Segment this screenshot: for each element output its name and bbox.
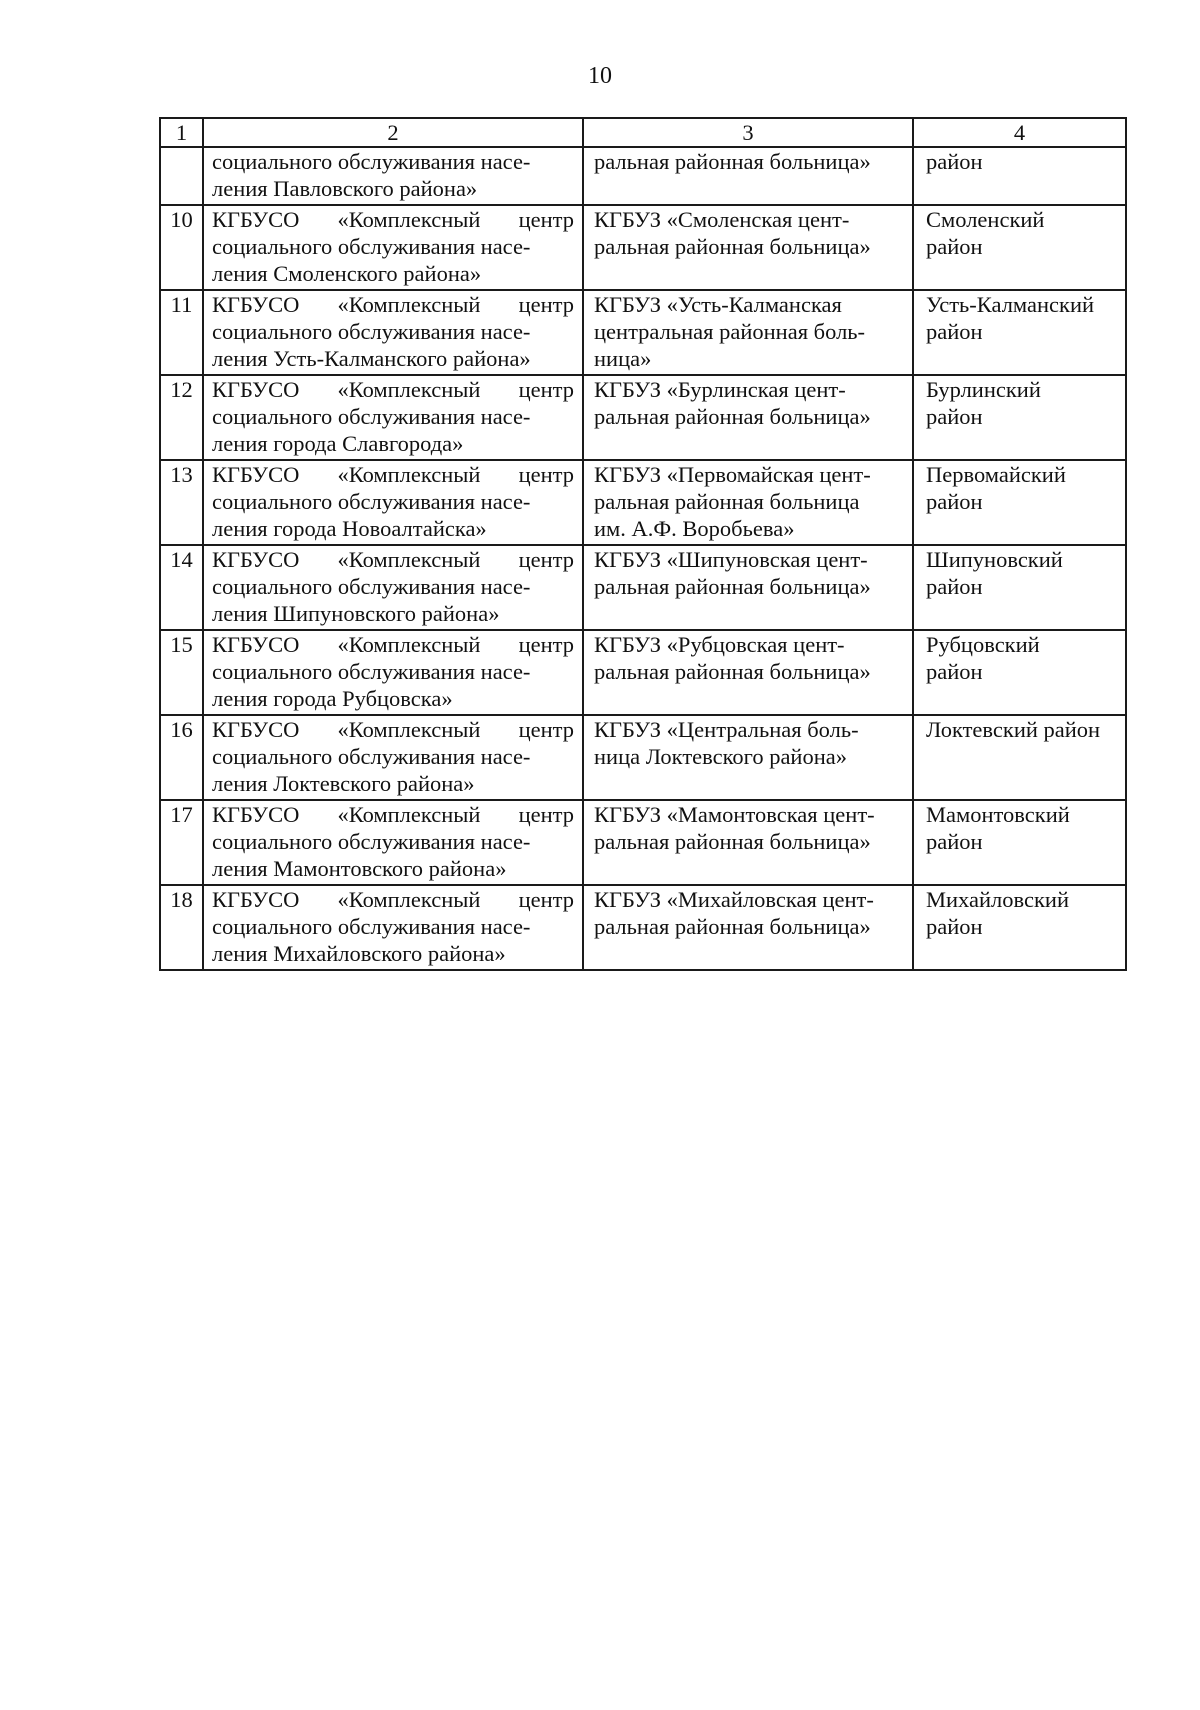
row-number: 10 [160, 205, 203, 290]
table-row [160, 147, 1126, 205]
hospital [583, 630, 913, 715]
social-service-center-text: КГБУСО «Комплексный центр социального обслуживания насе- ления Мамонтовского района» [212, 802, 574, 881]
district-text: район [926, 149, 983, 174]
hospital-text: ральная районная больница» [594, 149, 871, 174]
table-row [160, 205, 1126, 290]
social-service-center-text: КГБУСО «Комплексный центр социального обслуживания насе- ления Смоленского района» [212, 207, 574, 286]
district-text: Шипуновский район [926, 547, 1063, 599]
row-number: 15 [160, 630, 203, 715]
hospital [583, 147, 913, 205]
column-header-2: 2 [203, 118, 583, 147]
district [913, 885, 1126, 970]
hospital [583, 800, 913, 885]
district-text: Усть-Калманский район [926, 292, 1095, 344]
social-service-center-text: КГБУСО «Комплексный центр социального обслуживания насе- ления города Рубцовска» [212, 632, 574, 711]
social-service-center-text: КГБУСО «Комплексный центр социального обслуживания насе- ления Михайловского района» [212, 887, 574, 966]
hospital-text: КГБУЗ «Шипуновская цент- ральная районная больница» [594, 547, 871, 599]
table-header-row [160, 118, 1126, 147]
social-service-center-text: КГБУСО «Комплексный центр социального обслуживания насе- ления Шипуновского района» [212, 547, 574, 626]
hospital-text: КГБУЗ «Смоленская цент- ральная районная больница» [594, 207, 871, 259]
district-text: Первомайский район [926, 462, 1066, 514]
table-row [160, 375, 1126, 460]
district [913, 630, 1126, 715]
social-service-center [203, 290, 583, 375]
hospital-text: КГБУЗ «Первомайская цент- ральная районная больница им. А.Ф. Воробьева» [594, 462, 871, 541]
row-number: 13 [160, 460, 203, 545]
page-number: 10 [588, 63, 612, 89]
district [913, 205, 1126, 290]
hospital [583, 205, 913, 290]
district-text: Рубцовский район [926, 632, 1040, 684]
table-row [160, 460, 1126, 545]
social-service-center [203, 375, 583, 460]
column-header-4: 4 [913, 118, 1126, 147]
row-number: 16 [160, 715, 203, 800]
district-text: Мамонтовский район [926, 802, 1070, 854]
district [913, 545, 1126, 630]
district [913, 147, 1126, 205]
hospital-text: КГБУЗ «Михайловская цент- ральная районная больница» [594, 887, 874, 939]
table-row [160, 290, 1126, 375]
row-number [160, 147, 203, 205]
row-number: 17 [160, 800, 203, 885]
social-service-center [203, 545, 583, 630]
hospital-text: КГБУЗ «Центральная боль- ница Локтевского района» [594, 717, 859, 769]
district [913, 290, 1126, 375]
hospital-text: КГБУЗ «Бурлинская цент- ральная районная больница» [594, 377, 871, 429]
table-row [160, 800, 1126, 885]
hospital [583, 290, 913, 375]
district [913, 375, 1126, 460]
district [913, 460, 1126, 545]
row-number: 14 [160, 545, 203, 630]
district [913, 715, 1126, 800]
column-header-1: 1 [160, 118, 203, 147]
social-service-center [203, 460, 583, 545]
social-service-center-text: КГБУСО «Комплексный центр социального обслуживания насе- ления Локтевского района» [212, 717, 574, 796]
column-header-3: 3 [583, 118, 913, 147]
hospital-text: КГБУЗ «Мамонтовская цент- ральная районная больница» [594, 802, 875, 854]
hospital [583, 375, 913, 460]
social-service-center-text: социального обслуживания насе- ления Павловского района» [212, 149, 531, 201]
social-service-center-text: КГБУСО «Комплексный центр социального обслуживания насе- ления города Новоалтайска» [212, 462, 574, 541]
row-number: 11 [160, 290, 203, 375]
social-service-center [203, 147, 583, 205]
social-service-center [203, 885, 583, 970]
social-service-center-text: КГБУСО «Комплексный центр социального обслуживания насе- ления Усть-Калманского района» [212, 292, 574, 371]
district [913, 800, 1126, 885]
social-service-center [203, 205, 583, 290]
table-row [160, 630, 1126, 715]
table-row [160, 885, 1126, 970]
hospital [583, 460, 913, 545]
district-text: Смоленский район [926, 207, 1045, 259]
hospital [583, 545, 913, 630]
social-service-center [203, 715, 583, 800]
row-number: 12 [160, 375, 203, 460]
row-number: 18 [160, 885, 203, 970]
district-text: Бурлинский район [926, 377, 1041, 429]
hospital [583, 885, 913, 970]
social-service-center-text: КГБУСО «Комплексный центр социального обслуживания насе- ления города Славгорода» [212, 377, 574, 456]
hospital [583, 715, 913, 800]
district-text: Локтевский район [926, 717, 1101, 742]
hospital-text: КГБУЗ «Рубцовская цент- ральная районная больница» [594, 632, 871, 684]
social-service-center [203, 800, 583, 885]
table-row [160, 545, 1126, 630]
institutions-table [159, 117, 1127, 971]
hospital-text: КГБУЗ «Усть-Калманская центральная районная боль- ница» [594, 292, 866, 371]
social-service-center [203, 630, 583, 715]
district-text: Михайловский район [926, 887, 1069, 939]
table-row [160, 715, 1126, 800]
